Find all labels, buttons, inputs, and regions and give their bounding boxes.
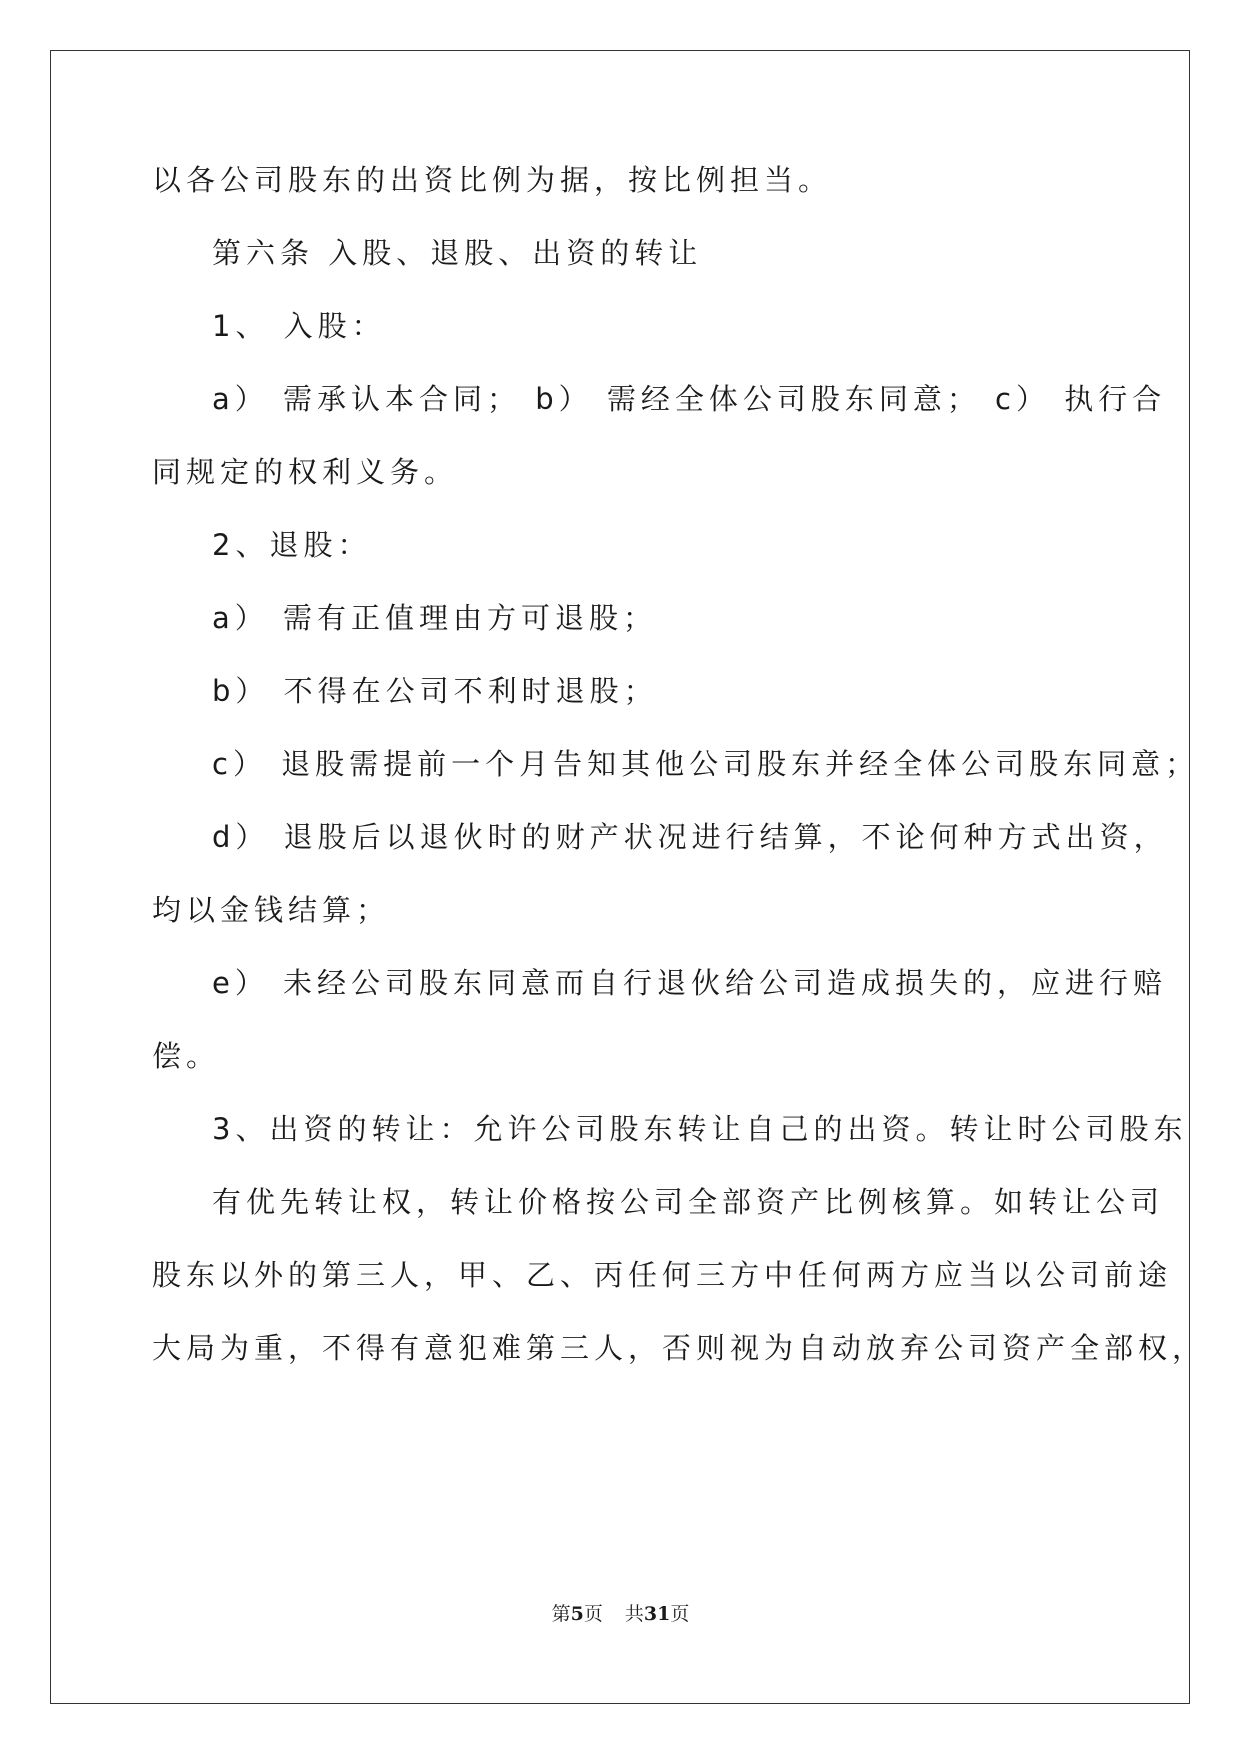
total-pages: 31 [643,1603,671,1625]
paragraph-line: e） 未经公司股东同意而自行退伙给公司造成损失的，应进行赔 [212,966,1168,1000]
paragraph-line: 同规定的权利义务。 [152,455,459,489]
paragraph-line: c） 退股需提前一个月告知其他公司股东并经全体公司股东同意； [212,747,1200,781]
paragraph-line: a） 需承认本合同； b） 需经全体公司股东同意； c） 执行合 [212,382,1167,416]
paragraph-line: d） 退股后以退伙时的财产状况进行结算，不论何种方式出资， [212,820,1168,854]
page-suffix: 页 [583,1603,603,1625]
paragraph-line: 偿。 [152,1039,221,1073]
paragraph-line: 3、出资的转让：允许公司股东转让自己的出资。转让时公司股东 [212,1112,1188,1146]
section-heading: 第六条 入股、退股、出资的转让 [212,236,703,270]
page-prefix: 第 [551,1603,571,1625]
paragraph-line: 均以金钱结算； [152,893,391,927]
total-suffix: 页 [670,1603,690,1625]
paragraph-line: 1、 入股： [212,309,386,343]
page-footer [0,1602,1241,1626]
page-number: 5 [570,1603,584,1625]
paragraph-line: 大局为重，不得有意犯难第三人，否则视为自动放弃公司资产全部权， [152,1331,1207,1365]
paragraph-line: 股东以外的第三人，甲、乙、丙任何三方中任何两方应当以公司前途 [152,1258,1173,1292]
paragraph-line: a） 需有正值理由方可退股； [212,601,657,635]
paragraph-line: 2、退股： [212,528,372,562]
paragraph-line: 以各公司股东的出资比例为据，按比例担当。 [152,163,833,197]
paragraph-line: 有优先转让权，转让价格按公司全部资产比例核算。如转让公司 [212,1185,1165,1219]
total-prefix: 共 [624,1603,644,1625]
page-border [50,50,1207,1704]
paragraph-line: b） 不得在公司不利时退股； [212,674,658,708]
